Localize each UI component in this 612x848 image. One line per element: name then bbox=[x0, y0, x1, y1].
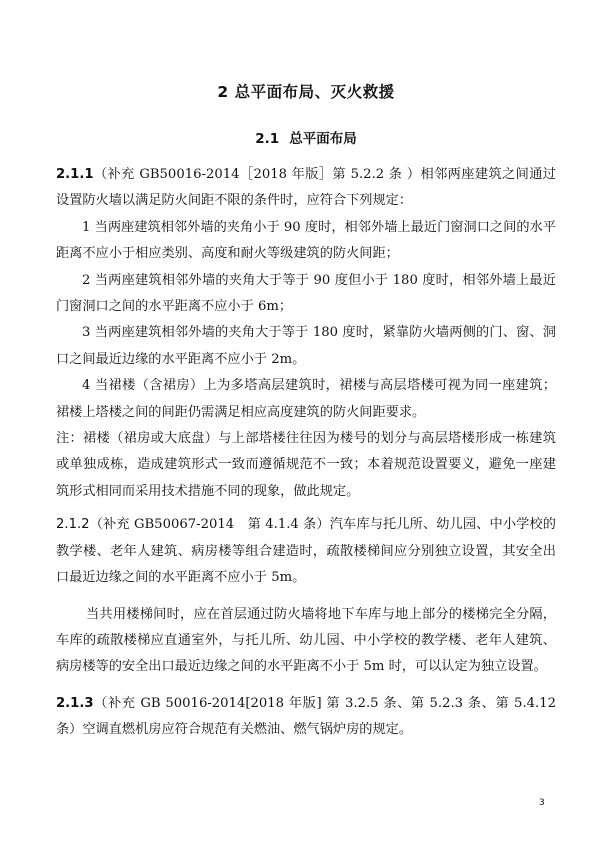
clause-2-1-1-item-3: 3 当两座建筑相邻外墙的夹角大于等于 180 度时，紧靠防火墙两侧的门、窗、洞口之间最近边缘的水平距离不应小于 2m。 bbox=[56, 325, 556, 367]
page-number: 3 bbox=[539, 798, 545, 808]
clause-2-1-1-item-2: 2 当两座建筑相邻外墙的夹角大于等于 90 度但小于 180 度时，相邻外墙上最近门窗洞口之间的水平距离不应小于 6m； bbox=[56, 272, 556, 315]
clause-2-1-1-intro bbox=[56, 162, 556, 215]
clause-2-1-1-intro-text: （补充 GB50016-2014［2018 年版］第 5.2.2 条 ）相邻两座建筑之间通过设置防火墙以满足防火间距不限的条件时，应符合下列规定： bbox=[56, 167, 556, 209]
section-number: 2.1 bbox=[255, 131, 280, 147]
clause-2-1-1-number: 2.1.1 bbox=[56, 167, 94, 182]
clause-2-1-3-number: 2.1.3 bbox=[56, 695, 94, 711]
document-body bbox=[56, 162, 556, 744]
clause-2-1-1-item-4: 4 当裙楼（含裙房）上为多塔高层建筑时，裙楼与高层塔楼可视为同一座建筑；裙楼上塔楼之间的间距仍需满足相应高度建筑的防火间距要求。 bbox=[56, 378, 556, 420]
clause-2-1-2-paragraph: 当共用楼梯间时，应在首层通过防火墙将地下车库与地上部分的楼梯完全分隔，车库的疏散楼梯应直通室外，与托儿所、幼儿园、中小学校的教学楼、老年人建筑、病房楼等的安全出口最近边缘之间的水平距离不小于 5m 时，可以认定为独立设置。 bbox=[56, 606, 556, 675]
clause-2-1-2-intro bbox=[56, 512, 556, 591]
clause-2-1-2-number: 2.1.2 bbox=[56, 517, 90, 533]
chapter-title: 2 总平面布局、灭火救援 bbox=[217, 83, 395, 101]
clause-2-1-3-intro-text: （补充 GB 50016-2014[2018 年版] 第 3.2.5 条、第 5.2.3 条、第 5.4.12 条）空调直燃机房应符合规范有关燃油、燃气锅炉房的规定。 bbox=[56, 695, 556, 738]
section-title bbox=[0, 127, 612, 147]
clause-2-1-2-intro-text: （补充 GB50067-2014 第 4.1.4 条）汽车库与托儿所、幼儿园、中小学校的教学楼、老年人建筑、病房楼等组合建造时，疏散楼梯间应分别独立设置，其安全出口最近边缘之间的水平距离不应小于 5m。 bbox=[56, 517, 556, 586]
section-title-text: 总平面布局 bbox=[289, 131, 357, 147]
clause-2-1-3-intro bbox=[56, 691, 556, 744]
clause-2-1-1-note: 注：裙楼（裙房或大底盘）与上部塔楼往往因为楼号的划分与高层塔楼形成一栋建筑或单独成栋，造成建筑形式一致而遵循规范不一致；本着规范设置要义，避免一座建筑形式相同而采用技术措施不同的现象，做此规定。 bbox=[56, 431, 556, 499]
clause-2-1-1-item-1: 1 当两座建筑相邻外墙的夹角小于 90 度时，相邻外墙上最近门窗洞口之间的水平距离不应小于相应类别、高度和耐火等级建筑的防火间距； bbox=[56, 219, 556, 262]
